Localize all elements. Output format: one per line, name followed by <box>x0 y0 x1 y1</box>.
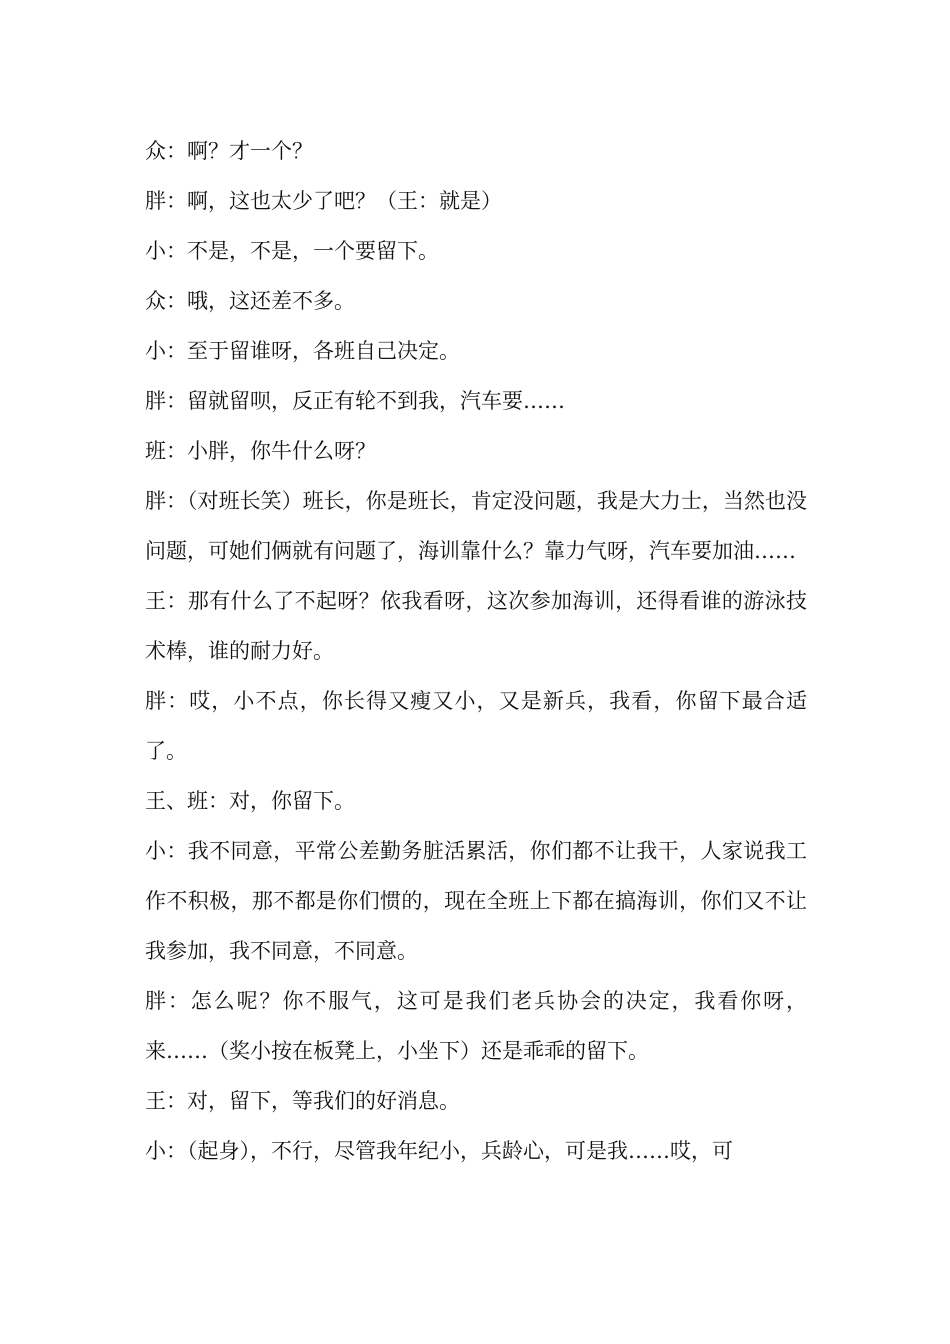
dialogue-line: 小：我不同意，平常公差勤务脏活累活，你们都不让我干，人家说我工作不积极，那不都是你们惯的，现在全班上下都在搞海训，你们又不让我参加，我不同意，不同意。 <box>145 839 807 963</box>
dialogue-line: 胖：（对班长笑）班长，你是班长，肯定没问题，我是大力士，当然也没问题，可她们俩就有问题了，海训靠什么？靠力气呀，汽车要加油…… <box>145 489 807 563</box>
dialogue-line: 小：不是，不是，一个要留下。 <box>145 239 439 263</box>
dialogue-line: 王、班：对，你留下。 <box>145 789 355 813</box>
dialogue-line: 胖：怎么呢？你不服气，这可是我们老兵协会的决定，我看你呀，来……（奖小按在板凳上，小坐下）还是乖乖的留下。 <box>145 989 807 1063</box>
dialogue-line: 众：啊？才一个？ <box>145 139 313 163</box>
dialogue-line: 王：对，留下，等我们的好消息。 <box>145 1089 460 1113</box>
dialogue-line: 胖：留就留呗，反正有轮不到我，汽车要…… <box>145 389 565 413</box>
script-dialogue <box>145 126 807 1176</box>
dialogue-line: 小：至于留谁呀，各班自己决定。 <box>145 339 460 363</box>
dialogue-line: 王：那有什么了不起呀？依我看呀，这次参加海训，还得看谁的游泳技术棒，谁的耐力好。 <box>145 589 807 663</box>
dialogue-line: 众：哦，这还差不多。 <box>145 289 355 313</box>
dialogue-line: 胖：啊，这也太少了吧？（王：就是） <box>145 189 502 213</box>
dialogue-line: 班：小胖，你牛什么呀？ <box>145 439 376 463</box>
dialogue-line: 胖：哎，小不点，你长得又瘦又小，又是新兵，我看，你留下最合适了。 <box>145 689 807 763</box>
dialogue-line: 小：（起身），不行，尽管我年纪小，兵龄心，可是我……哎，可 <box>145 1139 733 1163</box>
